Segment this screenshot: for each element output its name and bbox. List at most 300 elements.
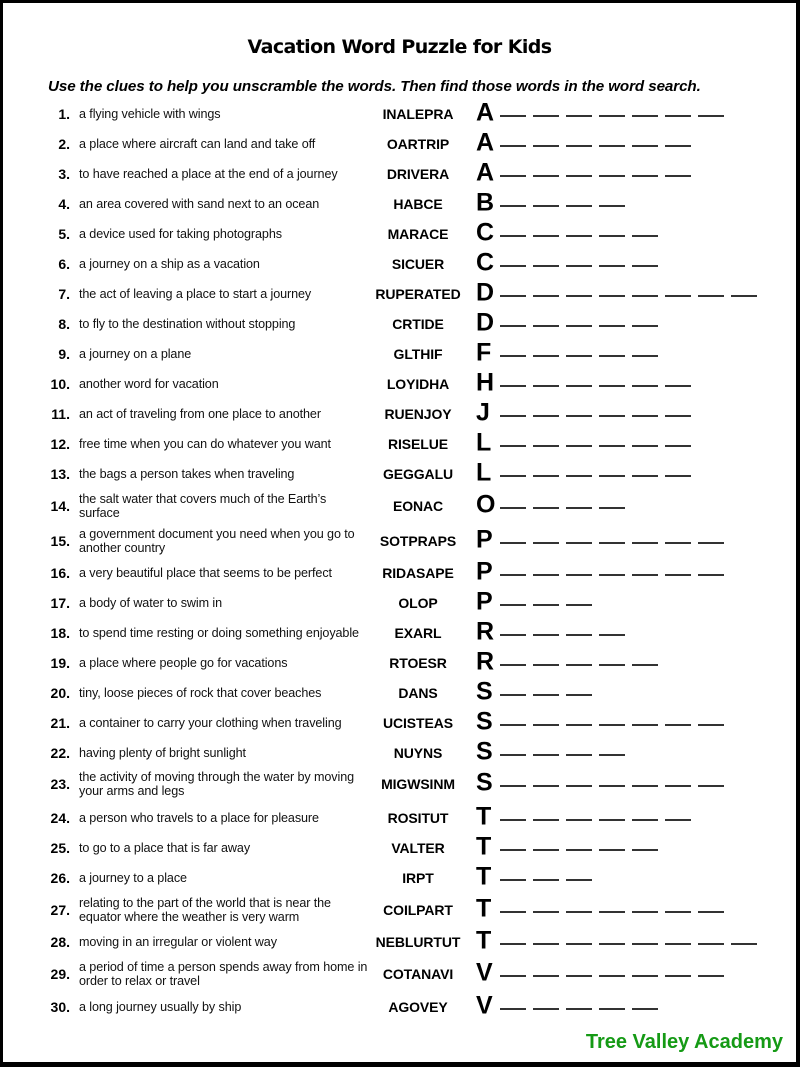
scrambled-word: LOYIDHA	[386, 376, 450, 392]
letter-blank[interactable]	[698, 911, 724, 913]
letter-blank[interactable]	[533, 785, 559, 787]
letter-blank[interactable]	[500, 911, 526, 913]
item-number: 9.	[58, 346, 70, 362]
clue-text: a journey to a place	[79, 871, 187, 885]
answer-blanks[interactable]	[500, 507, 625, 510]
scrambled-word: CRTIDE	[392, 316, 444, 332]
clue-text: a journey on a ship as a vacation	[79, 257, 260, 271]
clue-text: to fly to the destination without stopping	[79, 317, 296, 331]
clue-text: another word for vacation	[79, 377, 219, 391]
scrambled-word: RUENJOY	[384, 406, 452, 422]
letter-blank[interactable]	[698, 785, 724, 787]
letter-blank[interactable]	[533, 664, 559, 666]
letter-blank[interactable]	[566, 507, 592, 509]
letter-blank[interactable]	[500, 634, 526, 636]
first-letter: P	[476, 557, 493, 586]
letter-blank[interactable]	[632, 975, 658, 977]
puzzle-row	[3, 159, 799, 189]
scrambled-word: HABCE	[393, 196, 443, 212]
letter-blank[interactable]	[566, 664, 592, 666]
puzzle-row	[3, 558, 799, 588]
letter-blank[interactable]	[599, 724, 625, 726]
letter-blank[interactable]	[599, 507, 625, 509]
letter-blank[interactable]	[731, 943, 757, 945]
letter-blank[interactable]	[632, 664, 658, 666]
letter-blank[interactable]	[566, 849, 592, 851]
clue-text: a government document you need when you go to another country	[79, 527, 355, 555]
clue-text: the bags a person takes when traveling	[79, 467, 295, 481]
scrambled-word: GLTHIF	[393, 346, 443, 362]
scrambled-word: RUPERATED	[375, 286, 461, 302]
letter-blank[interactable]	[665, 785, 691, 787]
letter-blank[interactable]	[500, 754, 526, 756]
letter-blank[interactable]	[566, 574, 592, 576]
letter-blank[interactable]	[533, 385, 559, 387]
letter-blank[interactable]	[500, 849, 526, 851]
letter-blank[interactable]	[599, 445, 625, 447]
scrambled-word: SOTPRAPS	[379, 533, 457, 549]
letter-blank[interactable]	[698, 574, 724, 576]
item-number: 27.	[50, 902, 70, 918]
letter-blank[interactable]	[566, 115, 592, 117]
puzzle-row	[3, 769, 799, 799]
letter-blank[interactable]	[533, 355, 559, 357]
letter-blank[interactable]	[566, 879, 592, 881]
first-letter: A	[476, 158, 495, 187]
letter-blank[interactable]	[599, 574, 625, 576]
letter-blank[interactable]	[533, 415, 559, 417]
letter-blank[interactable]	[533, 849, 559, 851]
puzzle-row	[3, 399, 799, 429]
letter-blank[interactable]	[632, 115, 658, 117]
letter-blank[interactable]	[566, 604, 592, 606]
letter-blank[interactable]	[533, 724, 559, 726]
item-number: 14.	[50, 498, 70, 514]
item-number: 21.	[50, 715, 70, 731]
letter-blank[interactable]	[599, 115, 625, 117]
first-letter: R	[476, 617, 495, 646]
scrambled-word: COILPART	[383, 902, 453, 918]
answer-blanks[interactable]	[500, 145, 691, 148]
letter-blank[interactable]	[566, 415, 592, 417]
letter-blank[interactable]	[500, 694, 526, 696]
answer-blanks[interactable]	[500, 943, 757, 946]
letter-blank[interactable]	[665, 145, 691, 147]
item-number: 22.	[50, 745, 70, 761]
letter-blank[interactable]	[500, 664, 526, 666]
letter-blank[interactable]	[533, 1008, 559, 1010]
letter-blank[interactable]	[566, 355, 592, 357]
scrambled-word: NEBLURTUT	[375, 934, 461, 950]
clue-text: having plenty of bright sunlight	[79, 746, 246, 760]
letter-blank[interactable]	[566, 325, 592, 327]
answer-blanks[interactable]	[500, 542, 724, 545]
puzzle-row	[3, 895, 799, 925]
answer-blanks[interactable]	[500, 1008, 658, 1011]
letter-blank[interactable]	[566, 694, 592, 696]
letter-blank[interactable]	[566, 295, 592, 297]
letter-blank[interactable]	[599, 235, 625, 237]
letter-blank[interactable]	[500, 355, 526, 357]
clue-text: a container to carry your clothing when traveling	[79, 716, 342, 730]
answer-blanks[interactable]	[500, 175, 691, 178]
puzzle-row	[3, 99, 799, 129]
letter-blank[interactable]	[533, 574, 559, 576]
letter-blank[interactable]	[599, 911, 625, 913]
letter-blank[interactable]	[599, 145, 625, 147]
scrambled-word: RISELUE	[388, 436, 448, 452]
item-number: 23.	[50, 776, 70, 792]
scrambled-word: RIDASAPE	[382, 565, 454, 581]
letter-blank[interactable]	[599, 355, 625, 357]
first-letter: V	[476, 958, 493, 987]
letter-blank[interactable]	[665, 975, 691, 977]
item-number: 19.	[50, 655, 70, 671]
letter-blank[interactable]	[632, 235, 658, 237]
letter-blank[interactable]	[698, 115, 724, 117]
letter-blank[interactable]	[533, 879, 559, 881]
puzzle-row	[3, 618, 799, 648]
letter-blank[interactable]	[500, 574, 526, 576]
letter-blank[interactable]	[566, 754, 592, 756]
scrambled-word: OLOP	[398, 595, 438, 611]
puzzle-row	[3, 429, 799, 459]
letter-blank[interactable]	[665, 819, 691, 821]
letter-blank[interactable]	[566, 145, 592, 147]
letter-blank[interactable]	[599, 975, 625, 977]
letter-blank[interactable]	[599, 415, 625, 417]
letter-blank[interactable]	[632, 415, 658, 417]
letter-blank[interactable]	[665, 943, 691, 945]
letter-blank[interactable]	[500, 542, 526, 544]
first-letter: P	[476, 587, 493, 616]
letter-blank[interactable]	[566, 542, 592, 544]
letter-blank[interactable]	[599, 385, 625, 387]
letter-blank[interactable]	[731, 295, 757, 297]
answer-blanks[interactable]	[500, 694, 592, 697]
letter-blank[interactable]	[566, 943, 592, 945]
letter-blank[interactable]	[665, 724, 691, 726]
letter-blank[interactable]	[500, 295, 526, 297]
scrambled-word: GEGGALU	[382, 466, 454, 482]
item-number: 8.	[58, 316, 70, 332]
puzzle-row	[3, 588, 799, 618]
letter-blank[interactable]	[500, 235, 526, 237]
scrambled-word: IRPT	[402, 870, 434, 886]
letter-blank[interactable]	[566, 175, 592, 177]
letter-blank[interactable]	[599, 664, 625, 666]
answer-blanks[interactable]	[500, 785, 724, 788]
letter-blank[interactable]	[665, 295, 691, 297]
puzzle-row	[3, 738, 799, 768]
letter-blank[interactable]	[632, 145, 658, 147]
letter-blank[interactable]	[500, 175, 526, 177]
item-number: 11.	[51, 406, 70, 422]
letter-blank[interactable]	[566, 724, 592, 726]
letter-blank[interactable]	[599, 943, 625, 945]
first-letter: C	[476, 248, 495, 277]
letter-blank[interactable]	[665, 574, 691, 576]
letter-blank[interactable]	[698, 542, 724, 544]
clue-text: a device used for taking photographs	[79, 227, 282, 241]
instructions: Use the clues to help you unscramble the words. Then find those words in the word search.	[48, 78, 701, 95]
answer-blanks[interactable]	[500, 664, 658, 667]
letter-blank[interactable]	[566, 819, 592, 821]
letter-blank[interactable]	[566, 235, 592, 237]
answer-blanks[interactable]	[500, 754, 625, 757]
item-number: 10.	[50, 376, 70, 392]
letter-blank[interactable]	[500, 1008, 526, 1010]
first-letter: L	[476, 428, 492, 457]
letter-blank[interactable]	[566, 1008, 592, 1010]
letter-blank[interactable]	[632, 849, 658, 851]
letter-blank[interactable]	[665, 475, 691, 477]
letter-blank[interactable]	[500, 975, 526, 977]
first-letter: S	[476, 677, 493, 706]
letter-blank[interactable]	[566, 785, 592, 787]
letter-blank[interactable]	[533, 943, 559, 945]
letter-blank[interactable]	[533, 604, 559, 606]
answer-blanks[interactable]	[500, 355, 658, 358]
first-letter: H	[476, 368, 495, 397]
letter-blank[interactable]	[665, 911, 691, 913]
clue-text: relating to the part of the world that is near the equator where the weather is very warm	[79, 896, 331, 924]
letter-blank[interactable]	[500, 265, 526, 267]
letter-blank[interactable]	[632, 445, 658, 447]
letter-blank[interactable]	[632, 911, 658, 913]
clue-text: a period of time a person spends away from home in order to relax or travel	[79, 960, 368, 988]
letter-blank[interactable]	[632, 355, 658, 357]
letter-blank[interactable]	[533, 175, 559, 177]
puzzle-row	[3, 526, 799, 556]
letter-blank[interactable]	[632, 1008, 658, 1010]
letter-blank[interactable]	[599, 754, 625, 756]
scrambled-word: AGOVEY	[388, 999, 448, 1015]
letter-blank[interactable]	[533, 975, 559, 977]
letter-blank[interactable]	[698, 295, 724, 297]
letter-blank[interactable]	[632, 724, 658, 726]
answer-blanks[interactable]	[500, 115, 724, 118]
letter-blank[interactable]	[566, 634, 592, 636]
scrambled-word: MIGWSINM	[381, 776, 455, 792]
letter-blank[interactable]	[632, 295, 658, 297]
answer-blanks[interactable]	[500, 205, 625, 208]
letter-blank[interactable]	[599, 325, 625, 327]
first-letter: D	[476, 278, 495, 307]
scrambled-word: VALTER	[391, 840, 445, 856]
letter-blank[interactable]	[632, 325, 658, 327]
item-number: 6.	[58, 256, 70, 272]
letter-blank[interactable]	[533, 445, 559, 447]
letter-blank[interactable]	[533, 819, 559, 821]
letter-blank[interactable]	[500, 415, 526, 417]
letter-blank[interactable]	[599, 819, 625, 821]
item-number: 20.	[50, 685, 70, 701]
letter-blank[interactable]	[599, 265, 625, 267]
letter-blank[interactable]	[599, 1008, 625, 1010]
letter-blank[interactable]	[665, 542, 691, 544]
answer-blanks[interactable]	[500, 574, 724, 577]
letter-blank[interactable]	[533, 295, 559, 297]
letter-blank[interactable]	[632, 265, 658, 267]
clue-text: the activity of moving through the water by moving your arms and legs	[79, 770, 355, 798]
letter-blank[interactable]	[533, 325, 559, 327]
item-number: 25.	[50, 840, 70, 856]
letter-blank[interactable]	[566, 445, 592, 447]
item-number: 17.	[50, 595, 70, 611]
letter-blank[interactable]	[500, 205, 526, 207]
letter-blank[interactable]	[500, 145, 526, 147]
answer-blanks[interactable]	[500, 819, 691, 822]
answer-blanks[interactable]	[500, 445, 691, 448]
scrambled-word: RTOESR	[389, 655, 447, 671]
letter-blank[interactable]	[500, 385, 526, 387]
answer-blanks[interactable]	[500, 415, 691, 418]
first-letter: T	[476, 802, 492, 831]
letter-blank[interactable]	[698, 724, 724, 726]
answer-blanks[interactable]	[500, 265, 658, 268]
letter-blank[interactable]	[665, 415, 691, 417]
letter-blank[interactable]	[599, 295, 625, 297]
letter-blank[interactable]	[533, 694, 559, 696]
letter-blank[interactable]	[500, 724, 526, 726]
letter-blank[interactable]	[500, 507, 526, 509]
letter-blank[interactable]	[632, 475, 658, 477]
item-number: 16.	[50, 565, 70, 581]
scrambled-word: NUYNS	[393, 745, 443, 761]
letter-blank[interactable]	[632, 542, 658, 544]
first-letter: R	[476, 647, 495, 676]
letter-blank[interactable]	[599, 634, 625, 636]
clue-text: an area covered with sand next to an ocean	[79, 197, 320, 211]
letter-blank[interactable]	[500, 115, 526, 117]
answer-blanks[interactable]	[500, 975, 724, 978]
letter-blank[interactable]	[665, 175, 691, 177]
letter-blank[interactable]	[500, 879, 526, 881]
letter-blank[interactable]	[566, 975, 592, 977]
letter-blank[interactable]	[533, 205, 559, 207]
puzzle-row	[3, 279, 799, 309]
puzzle-row	[3, 708, 799, 738]
item-number: 18.	[50, 625, 70, 641]
item-number: 30.	[50, 999, 70, 1015]
item-number: 12.	[50, 436, 70, 452]
answer-blanks[interactable]	[500, 604, 592, 607]
letter-blank[interactable]	[533, 634, 559, 636]
clue-text: a long journey usually by ship	[79, 1000, 242, 1014]
letter-blank[interactable]	[533, 475, 559, 477]
first-letter: P	[476, 525, 493, 554]
letter-blank[interactable]	[599, 785, 625, 787]
clue-text: the salt water that covers much of the Earth’s surface	[79, 492, 327, 520]
first-letter: T	[476, 862, 492, 891]
letter-blank[interactable]	[665, 115, 691, 117]
letter-blank[interactable]	[500, 943, 526, 945]
letter-blank[interactable]	[566, 385, 592, 387]
letter-blank[interactable]	[533, 911, 559, 913]
item-number: 4.	[58, 196, 70, 212]
puzzle-row	[3, 959, 799, 989]
letter-blank[interactable]	[533, 145, 559, 147]
letter-blank[interactable]	[599, 475, 625, 477]
letter-blank[interactable]	[566, 205, 592, 207]
item-number: 24.	[50, 810, 70, 826]
first-letter: L	[476, 458, 492, 487]
letter-blank[interactable]	[632, 943, 658, 945]
letter-blank[interactable]	[500, 325, 526, 327]
answer-blanks[interactable]	[500, 325, 658, 328]
answer-blanks[interactable]	[500, 911, 724, 914]
first-letter: D	[476, 308, 495, 337]
item-number: 3.	[58, 166, 70, 182]
letter-blank[interactable]	[698, 943, 724, 945]
letter-blank[interactable]	[533, 265, 559, 267]
clue-text: to spend time resting or doing something enjoyable	[79, 626, 359, 640]
letter-blank[interactable]	[599, 542, 625, 544]
letter-blank[interactable]	[599, 175, 625, 177]
letter-blank[interactable]	[533, 115, 559, 117]
first-letter: S	[476, 707, 493, 736]
item-number: 28.	[50, 934, 70, 950]
letter-blank[interactable]	[533, 507, 559, 509]
scrambled-word: UCISTEAS	[383, 715, 453, 731]
first-letter: A	[476, 128, 495, 157]
letter-blank[interactable]	[632, 574, 658, 576]
letter-blank[interactable]	[533, 542, 559, 544]
letter-blank[interactable]	[500, 445, 526, 447]
letter-blank[interactable]	[566, 911, 592, 913]
first-letter: C	[476, 218, 495, 247]
letter-blank[interactable]	[500, 475, 526, 477]
puzzle-row	[3, 491, 799, 521]
puzzle-row	[3, 803, 799, 833]
letter-blank[interactable]	[632, 175, 658, 177]
clue-text: an act of traveling from one place to another	[79, 407, 321, 421]
letter-blank[interactable]	[500, 819, 526, 821]
answer-blanks[interactable]	[500, 634, 625, 637]
answer-blanks[interactable]	[500, 295, 757, 298]
letter-blank[interactable]	[665, 445, 691, 447]
first-letter: T	[476, 926, 492, 955]
answer-blanks[interactable]	[500, 724, 724, 727]
scrambled-word: EONAC	[392, 498, 444, 514]
letter-blank[interactable]	[500, 785, 526, 787]
clue-text: to go to a place that is far away	[79, 841, 251, 855]
puzzle-row	[3, 219, 799, 249]
letter-blank[interactable]	[533, 235, 559, 237]
answer-blanks[interactable]	[500, 849, 658, 852]
letter-blank[interactable]	[533, 754, 559, 756]
letter-blank[interactable]	[500, 604, 526, 606]
letter-blank[interactable]	[632, 819, 658, 821]
answer-blanks[interactable]	[500, 385, 691, 388]
letter-blank[interactable]	[632, 785, 658, 787]
answer-blanks[interactable]	[500, 475, 691, 478]
scrambled-word: INALEPRA	[382, 106, 454, 122]
letter-blank[interactable]	[566, 265, 592, 267]
letter-blank[interactable]	[566, 475, 592, 477]
answer-blanks[interactable]	[500, 879, 592, 882]
letter-blank[interactable]	[665, 385, 691, 387]
first-letter: T	[476, 894, 492, 923]
letter-blank[interactable]	[599, 849, 625, 851]
puzzle-row	[3, 863, 799, 893]
letter-blank[interactable]	[698, 975, 724, 977]
item-number: 1.	[58, 106, 70, 122]
letter-blank[interactable]	[599, 205, 625, 207]
answer-blanks[interactable]	[500, 235, 658, 238]
letter-blank[interactable]	[632, 385, 658, 387]
